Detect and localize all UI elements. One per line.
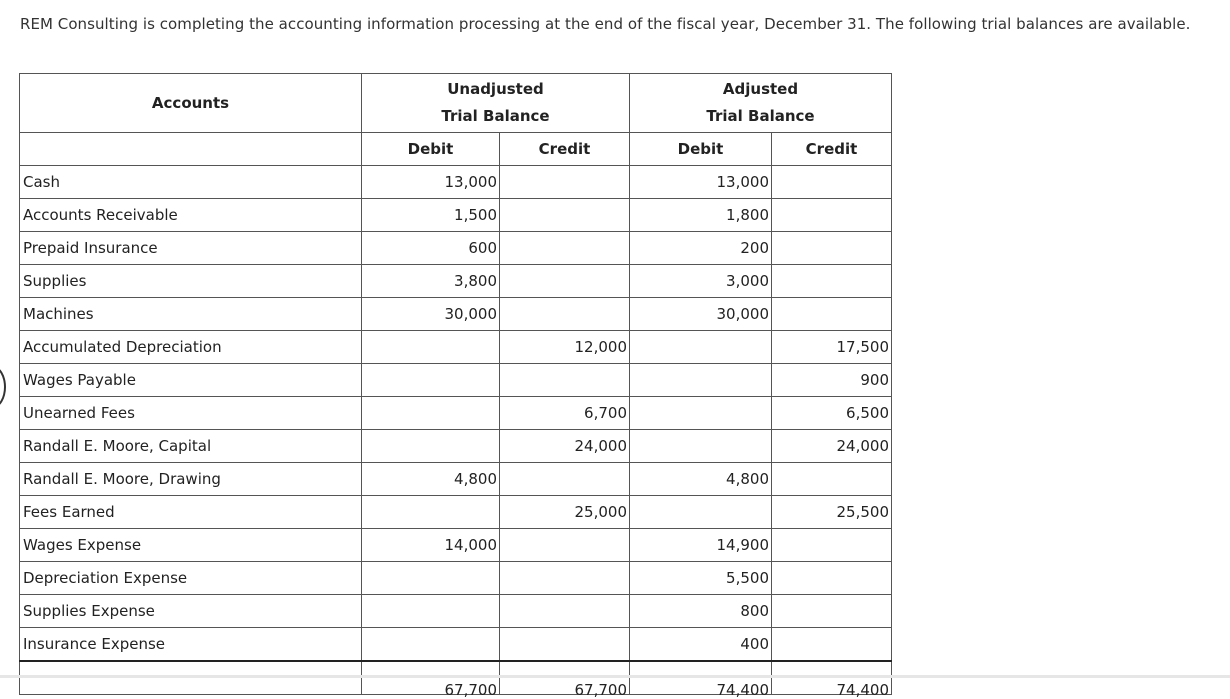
adjusted-credit-cell [772, 628, 892, 662]
unadjusted-credit-cell [500, 463, 630, 496]
adjusted-credit-cell [772, 298, 892, 331]
table-row [20, 232, 892, 265]
table-row [20, 331, 892, 364]
adjusted-credit-cell [772, 232, 892, 265]
account-name-cell: Unearned Fees [20, 397, 362, 430]
unadjusted-debit-cell [362, 364, 500, 397]
header-unadjusted-credit: Credit [500, 133, 630, 166]
unadjusted-debit-cell [362, 430, 500, 463]
table-row [20, 166, 892, 199]
adjusted-debit-cell: 400 [630, 628, 772, 662]
account-name-cell: Wages Expense [20, 529, 362, 562]
account-name-cell: Supplies [20, 265, 362, 298]
unadjusted-credit-cell [500, 595, 630, 628]
header-adjusted-credit: Credit [772, 133, 892, 166]
unadjusted-debit-cell: 3,800 [362, 265, 500, 298]
adjusted-debit-cell [630, 430, 772, 463]
account-name-cell: Accumulated Depreciation [20, 331, 362, 364]
unadjusted-debit-cell [362, 496, 500, 529]
adjusted-debit-cell: 30,000 [630, 298, 772, 331]
account-name-cell: Cash [20, 166, 362, 199]
adjusted-debit-cell [630, 331, 772, 364]
table-row [20, 397, 892, 430]
header-adjusted-debit: Debit [630, 133, 772, 166]
unadjusted-debit-cell: 1,500 [362, 199, 500, 232]
adjusted-debit-cell: 14,900 [630, 529, 772, 562]
adjusted-credit-cell [772, 265, 892, 298]
header-unadjusted-debit: Debit [362, 133, 500, 166]
intro-text: REM Consulting is completing the accounting information processing at the end of the fiscal year, December 31. The following trial balances are available. [20, 15, 1191, 33]
header-adjusted [630, 74, 892, 133]
table-row [20, 628, 892, 662]
table-body [20, 166, 892, 699]
total-unadjusted-credit: 67,700 [500, 661, 630, 695]
adjusted-credit-cell [772, 199, 892, 232]
unadjusted-debit-cell [362, 628, 500, 662]
trial-balance-table [19, 73, 892, 699]
adjusted-debit-cell: 1,800 [630, 199, 772, 232]
adjusted-credit-cell: 25,500 [772, 496, 892, 529]
adjusted-debit-cell: 4,800 [630, 463, 772, 496]
adjusted-debit-cell: 13,000 [630, 166, 772, 199]
adjusted-credit-cell [772, 166, 892, 199]
table-row [20, 430, 892, 463]
table-row [20, 298, 892, 331]
account-name-cell: Insurance Expense [20, 628, 362, 662]
adjusted-credit-cell [772, 529, 892, 562]
unadjusted-credit-cell [500, 166, 630, 199]
unadjusted-credit-cell: 12,000 [500, 331, 630, 364]
unadjusted-debit-cell: 30,000 [362, 298, 500, 331]
header-adjusted-line1: Adjusted [722, 80, 799, 98]
adjusted-credit-cell: 24,000 [772, 430, 892, 463]
adjusted-credit-cell: 17,500 [772, 331, 892, 364]
adjusted-debit-cell: 800 [630, 595, 772, 628]
table-row [20, 595, 892, 628]
account-name-cell: Randall E. Moore, Drawing [20, 463, 362, 496]
header-accounts: Accounts [20, 74, 362, 133]
account-name-cell: Prepaid Insurance [20, 232, 362, 265]
table-row [20, 463, 892, 496]
unadjusted-credit-cell [500, 628, 630, 662]
adjusted-credit-cell: 6,500 [772, 397, 892, 430]
header-unadjusted-line1: Unadjusted [447, 80, 544, 98]
account-name-cell: Fees Earned [20, 496, 362, 529]
scroll-edge [0, 675, 1230, 678]
unadjusted-debit-cell: 4,800 [362, 463, 500, 496]
account-name-cell: Randall E. Moore, Capital [20, 430, 362, 463]
unadjusted-debit-cell [362, 595, 500, 628]
adjusted-debit-cell [630, 496, 772, 529]
adjusted-credit-cell [772, 562, 892, 595]
unadjusted-debit-cell [362, 331, 500, 364]
account-name-cell: Wages Payable [20, 364, 362, 397]
account-name-cell: Machines [20, 298, 362, 331]
unadjusted-debit-cell [362, 397, 500, 430]
adjusted-debit-cell [630, 364, 772, 397]
unadjusted-credit-cell [500, 265, 630, 298]
account-name-cell: Supplies Expense [20, 595, 362, 628]
table-row [20, 562, 892, 595]
table-row [20, 529, 892, 562]
header-unadjusted-line2: Trial Balance [441, 107, 550, 125]
adjusted-debit-cell: 3,000 [630, 265, 772, 298]
table-row [20, 364, 892, 397]
account-name-cell: Depreciation Expense [20, 562, 362, 595]
unadjusted-credit-cell: 25,000 [500, 496, 630, 529]
header-adjusted-line2: Trial Balance [706, 107, 815, 125]
unadjusted-credit-cell [500, 364, 630, 397]
adjusted-debit-cell [630, 397, 772, 430]
table-row [20, 496, 892, 529]
unadjusted-debit-cell: 600 [362, 232, 500, 265]
unadjusted-credit-cell [500, 298, 630, 331]
header-blank [20, 133, 362, 166]
total-unadjusted-debit: 67,700 [362, 661, 500, 695]
unadjusted-credit-cell: 6,700 [500, 397, 630, 430]
header-unadjusted [362, 74, 630, 133]
unadjusted-credit-cell [500, 562, 630, 595]
unadjusted-credit-cell [500, 199, 630, 232]
adjusted-credit-cell [772, 463, 892, 496]
total-adjusted-credit: 74,400 [772, 661, 892, 695]
unadjusted-debit-cell [362, 562, 500, 595]
adjusted-debit-cell: 5,500 [630, 562, 772, 595]
adjusted-credit-cell: 900 [772, 364, 892, 397]
unadjusted-debit-cell: 13,000 [362, 166, 500, 199]
total-adjusted-debit: 74,400 [630, 661, 772, 695]
scroll-handle-icon[interactable] [0, 366, 6, 408]
unadjusted-credit-cell: 24,000 [500, 430, 630, 463]
unadjusted-debit-cell: 14,000 [362, 529, 500, 562]
table-row [20, 265, 892, 298]
unadjusted-credit-cell [500, 232, 630, 265]
table-row [20, 199, 892, 232]
adjusted-credit-cell [772, 595, 892, 628]
adjusted-debit-cell: 200 [630, 232, 772, 265]
account-name-cell: Accounts Receivable [20, 199, 362, 232]
unadjusted-credit-cell [500, 529, 630, 562]
